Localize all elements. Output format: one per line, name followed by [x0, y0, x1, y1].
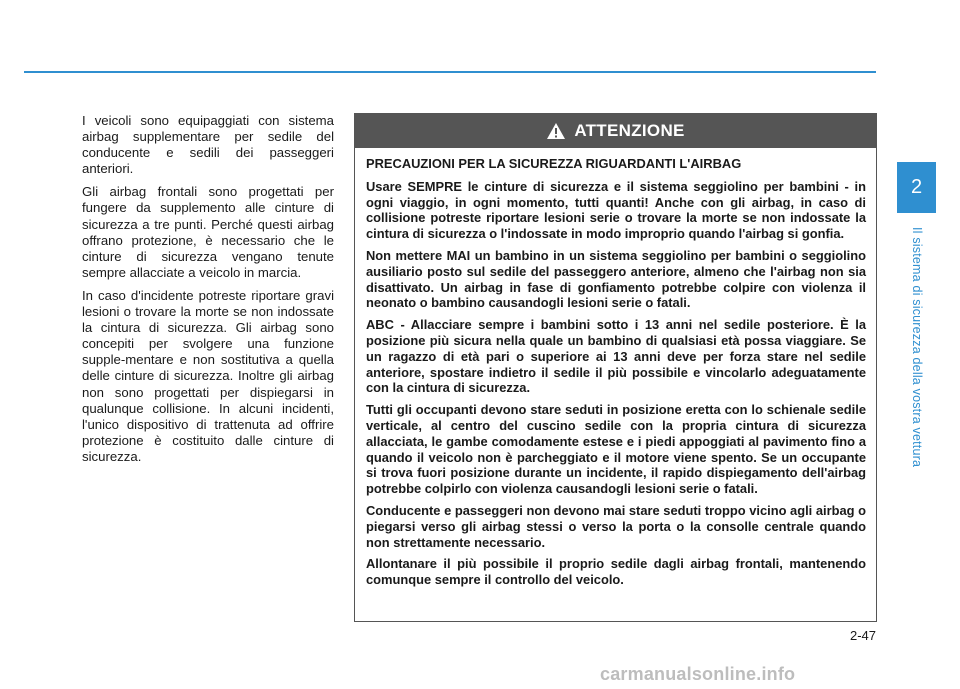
- intro-paragraph: I veicoli sono equipaggiati con sistema airbag supplementare per sedile del conducente e sedili dei passeggeri anteriori.: [82, 113, 334, 177]
- page-number: 2-47: [849, 628, 876, 643]
- warning-header: [355, 114, 876, 148]
- warning-triangle-icon: [546, 122, 566, 140]
- warning-title: ATTENZIONE: [574, 121, 685, 140]
- intro-paragraph: Gli airbag frontali sono progettati per fungere da supplemento alle cinture di sicurezza a tre punti. Perché questi airbag offrano protezione, è necessario che le cinture di sicurezza vengano tenute sempre allacciate a veicolo in marcia.: [82, 184, 334, 280]
- warning-box: [354, 113, 877, 622]
- intro-paragraph: In caso d'incidente potreste riportare gravi lesioni o trovare la morte se non indossate la cintura di sicurezza. Gli airbag sono concepiti per svolgere una funzione supple-mentare e non sostitutiva a quella delle cinture di sicurezza. Inoltre gli airbag non sono progettati per dispiegarsi in qualunque collisione. In alcuni incidenti, l'unico dispositivo di trattenuta ad offrire protezione è costituito dalle cinture di sicurezza.: [82, 287, 334, 464]
- intro-text: [82, 113, 334, 472]
- warning-paragraph: Non mettere MAI un bambino in un sistema seggiolino per bambini o seggiolino ausiliario posto sul sedile del passeggero anteriore, almeno che l'airbag non sia disattivato. Un airbag in fase di gonfiamento potrebbe colpire con violenza il neonato o bambino causandogli lesioni serie o fatali.: [366, 247, 866, 311]
- warning-paragraph: Tutti gli occupanti devono stare seduti in posizione eretta con lo schienale sedile verticale, al centro del cuscino sedile con la propria cintura di sicurezza allacciata, le gambe comodamente estese e i piedi appoggiati al pavimento fino a quando il veicolo non è parcheggiato e il motore viene spento. Se un occupante si trova fuori posizione durante un incidente, il rapido dispiegamento dell'airbag potrebbe colpirlo con violenza causandogli lesioni serie o fatali.: [366, 402, 866, 497]
- warning-body: [355, 148, 876, 588]
- chapter-title: [904, 227, 930, 477]
- chapter-tab: 2: [897, 162, 936, 213]
- warning-paragraph: ABC - Allacciare sempre i bambini sotto i 13 anni nel sedile posteriore. È la posizione più sicura nella quale un bambino di qualsiasi età possa viaggiare. Se un ragazzo di età pari o superiore ai 13 anni deve per forza stare nel sedile anteriore, spostare indietro il sedile il più possibile e vincolarlo adeguatamente con la cintura di sicurezza.: [366, 317, 866, 396]
- warning-paragraph: Usare SEMPRE le cinture di sicurezza e il sistema seggiolino per bambini - in ogni viaggio, in ogni momento, tutti quanti! Anche con gli airbag, in caso di collisione potreste riportare lesioni serie o trovare la morte se non indossate la cintura di sicurezza o l'indossate in modo improprio quando l'airbag si gonfia.: [366, 178, 866, 242]
- warning-heading: PRECAUZIONI PER LA SICUREZZA RIGUARDANTI L'AIRBAG: [366, 156, 742, 171]
- warning-paragraph: Allontanare il più possibile il proprio sedile dagli airbag frontali, mantenendo comunque sempre il controllo del veicolo.: [366, 556, 866, 588]
- watermark: carmanualsonline.info: [600, 664, 796, 684]
- header-rule: [24, 71, 876, 73]
- warning-paragraph: Conducente e passeggeri non devono mai stare seduti troppo vicino agli airbag o piegarsi verso gli airbag stessi o verso la porta o la consolle centrale quando non strettamente necessario.: [366, 502, 866, 550]
- chapter-title-text: Il sistema di sicurezza della vostra vettura: [910, 227, 924, 468]
